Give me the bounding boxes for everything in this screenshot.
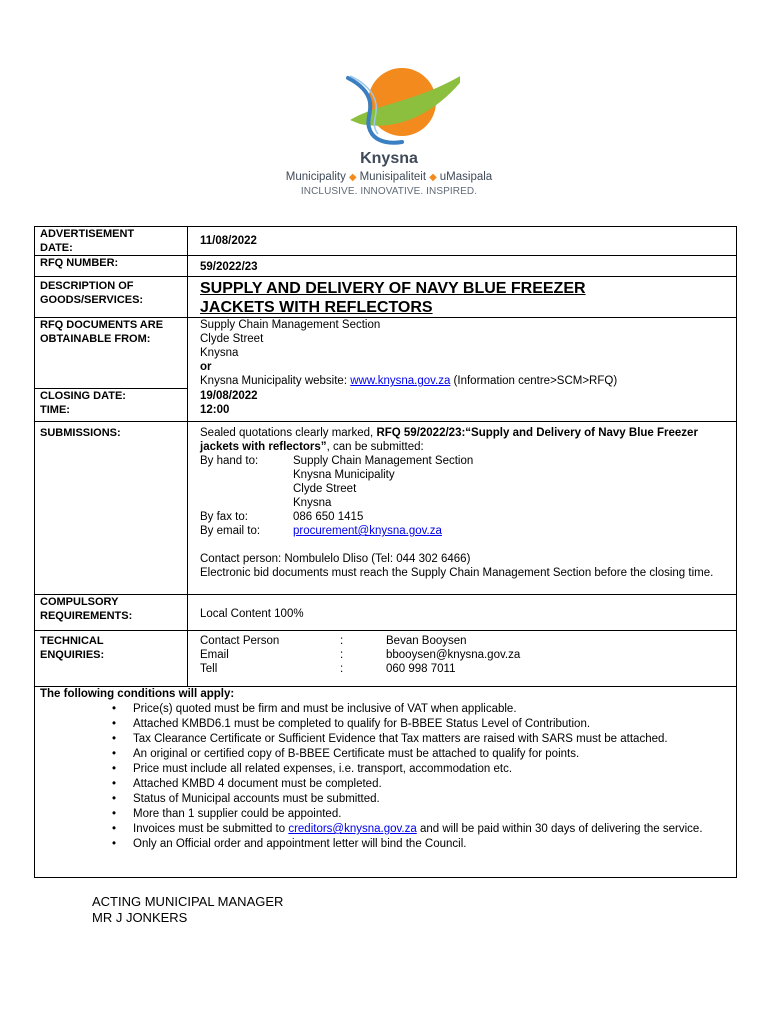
tech-row: Email : bbooysen@knysna.gov.za	[200, 649, 521, 661]
documents-label: RFQ DOCUMENTS ARE OBTAINABLE FROM:	[40, 319, 164, 345]
brand-name: Knysna	[360, 150, 418, 167]
compulsory-label: COMPULSORY REQUIREMENTS:	[40, 596, 133, 622]
conditions-heading: The following conditions will apply:	[40, 688, 235, 700]
list-item: • Price(s) quoted must be firm and must be inclusive of VAT when applicable.	[112, 703, 517, 715]
list-item: • Price must include all related expenses, i.e. transport, accommodation etc.	[112, 763, 513, 775]
brand-subtitle	[264, 171, 514, 183]
tech-row: Contact Person : Bevan Booysen	[200, 635, 467, 647]
description-title: SUPPLY AND DELIVERY OF NAVY BLUE FREEZER JACKETS WITH REFLECTORS	[200, 280, 586, 316]
documents-address: Supply Chain Management Section Clyde Street Knysna or Knysna Municipality website: www.knysna.gov.za (Information centre>SCM>RFQ)	[200, 319, 618, 387]
submissions-label: SUBMISSIONS:	[40, 427, 121, 439]
compulsory-value: Local Content 100%	[200, 608, 304, 620]
brand-sub-english: Municipality	[285, 171, 346, 183]
diamond-icon: ◆	[348, 172, 357, 183]
list-item: • Invoices must be submitted to creditors@knysna.gov.za and will be paid within 30 days of delivering the service.	[112, 823, 703, 835]
signatory-name: MR J JONKERS	[92, 910, 188, 925]
brand-sub-afrikaans: Munisipaliteit	[359, 171, 427, 183]
rfq-number-value: 59/2022/23	[200, 261, 258, 273]
conditions-list	[90, 702, 730, 852]
procurement-email-link[interactable]: procurement@knysna.gov.za	[293, 525, 442, 537]
row-divider	[34, 630, 737, 631]
closing-value: 19/08/2022 12:00	[200, 390, 258, 416]
logo-emblem-icon	[320, 62, 460, 148]
advert-date-value: 11/08/2022	[200, 235, 257, 247]
closing-label: CLOSING DATE: TIME:	[40, 390, 126, 416]
signature-block	[92, 894, 283, 926]
list-item: • An original or certified copy of B-BBEE Certificate must be attached to qualify for points.	[112, 748, 580, 760]
knysna-logo	[264, 62, 514, 202]
row-divider	[34, 686, 737, 687]
rfq-number-label: RFQ NUMBER:	[40, 257, 119, 269]
brand-tagline: INCLUSIVE. INNOVATIVE. INSPIRED.	[300, 186, 478, 197]
list-item: • Attached KMBD6.1 must be completed to qualify for B-BBEE Status Level of Contribution.	[112, 718, 591, 730]
description-label: DESCRIPTION OF GOODS/SERVICES:	[40, 280, 144, 306]
website-link[interactable]: www.knysna.gov.za	[350, 375, 451, 387]
tech-row: Tell : 060 998 7011	[200, 663, 456, 675]
list-item: • Attached KMBD 4 document must be completed.	[112, 778, 382, 790]
brand-sub-xhosa: uMasipala	[439, 171, 493, 183]
submissions-body: Sealed quotations clearly marked, RFQ 59/2022/23:“Supply and Delivery of Navy Blue Freezer jackets with reflectors”, can be submitted: By hand to: Supply Chain Management Section Knysna Municipality Clyde Street Knysna By fax to: 086 650 1415 By email to: procurement@knysna.gov.za Contact person: Nombulelo Dliso (Tel: 044 302 6466) Electronic bid documents must reach the Supply Chain Management Section before the closing time.	[200, 427, 714, 579]
list-item: • Only an Official order and appointment letter will bind the Council.	[112, 838, 467, 850]
row-divider	[34, 276, 737, 277]
technical-label: TECHNICAL ENQUIRIES:	[40, 635, 105, 661]
list-item: • More than 1 supplier could be appointed.	[112, 808, 342, 820]
diamond-icon: ◆	[429, 172, 437, 183]
advert-date-label: ADVERTISEMENT DATE:	[40, 228, 135, 254]
signatory-title: ACTING MUNICIPAL MANAGER	[92, 894, 284, 909]
technical-contacts	[200, 634, 730, 676]
list-item: • Tax Clearance Certificate or Sufficient Evidence that Tax matters are raised with SARS must be attached.	[112, 733, 668, 745]
list-item: • Status of Municipal accounts must be submitted.	[112, 793, 380, 805]
creditors-email-link[interactable]: creditors@knysna.gov.za	[288, 823, 417, 835]
row-divider	[34, 421, 737, 422]
